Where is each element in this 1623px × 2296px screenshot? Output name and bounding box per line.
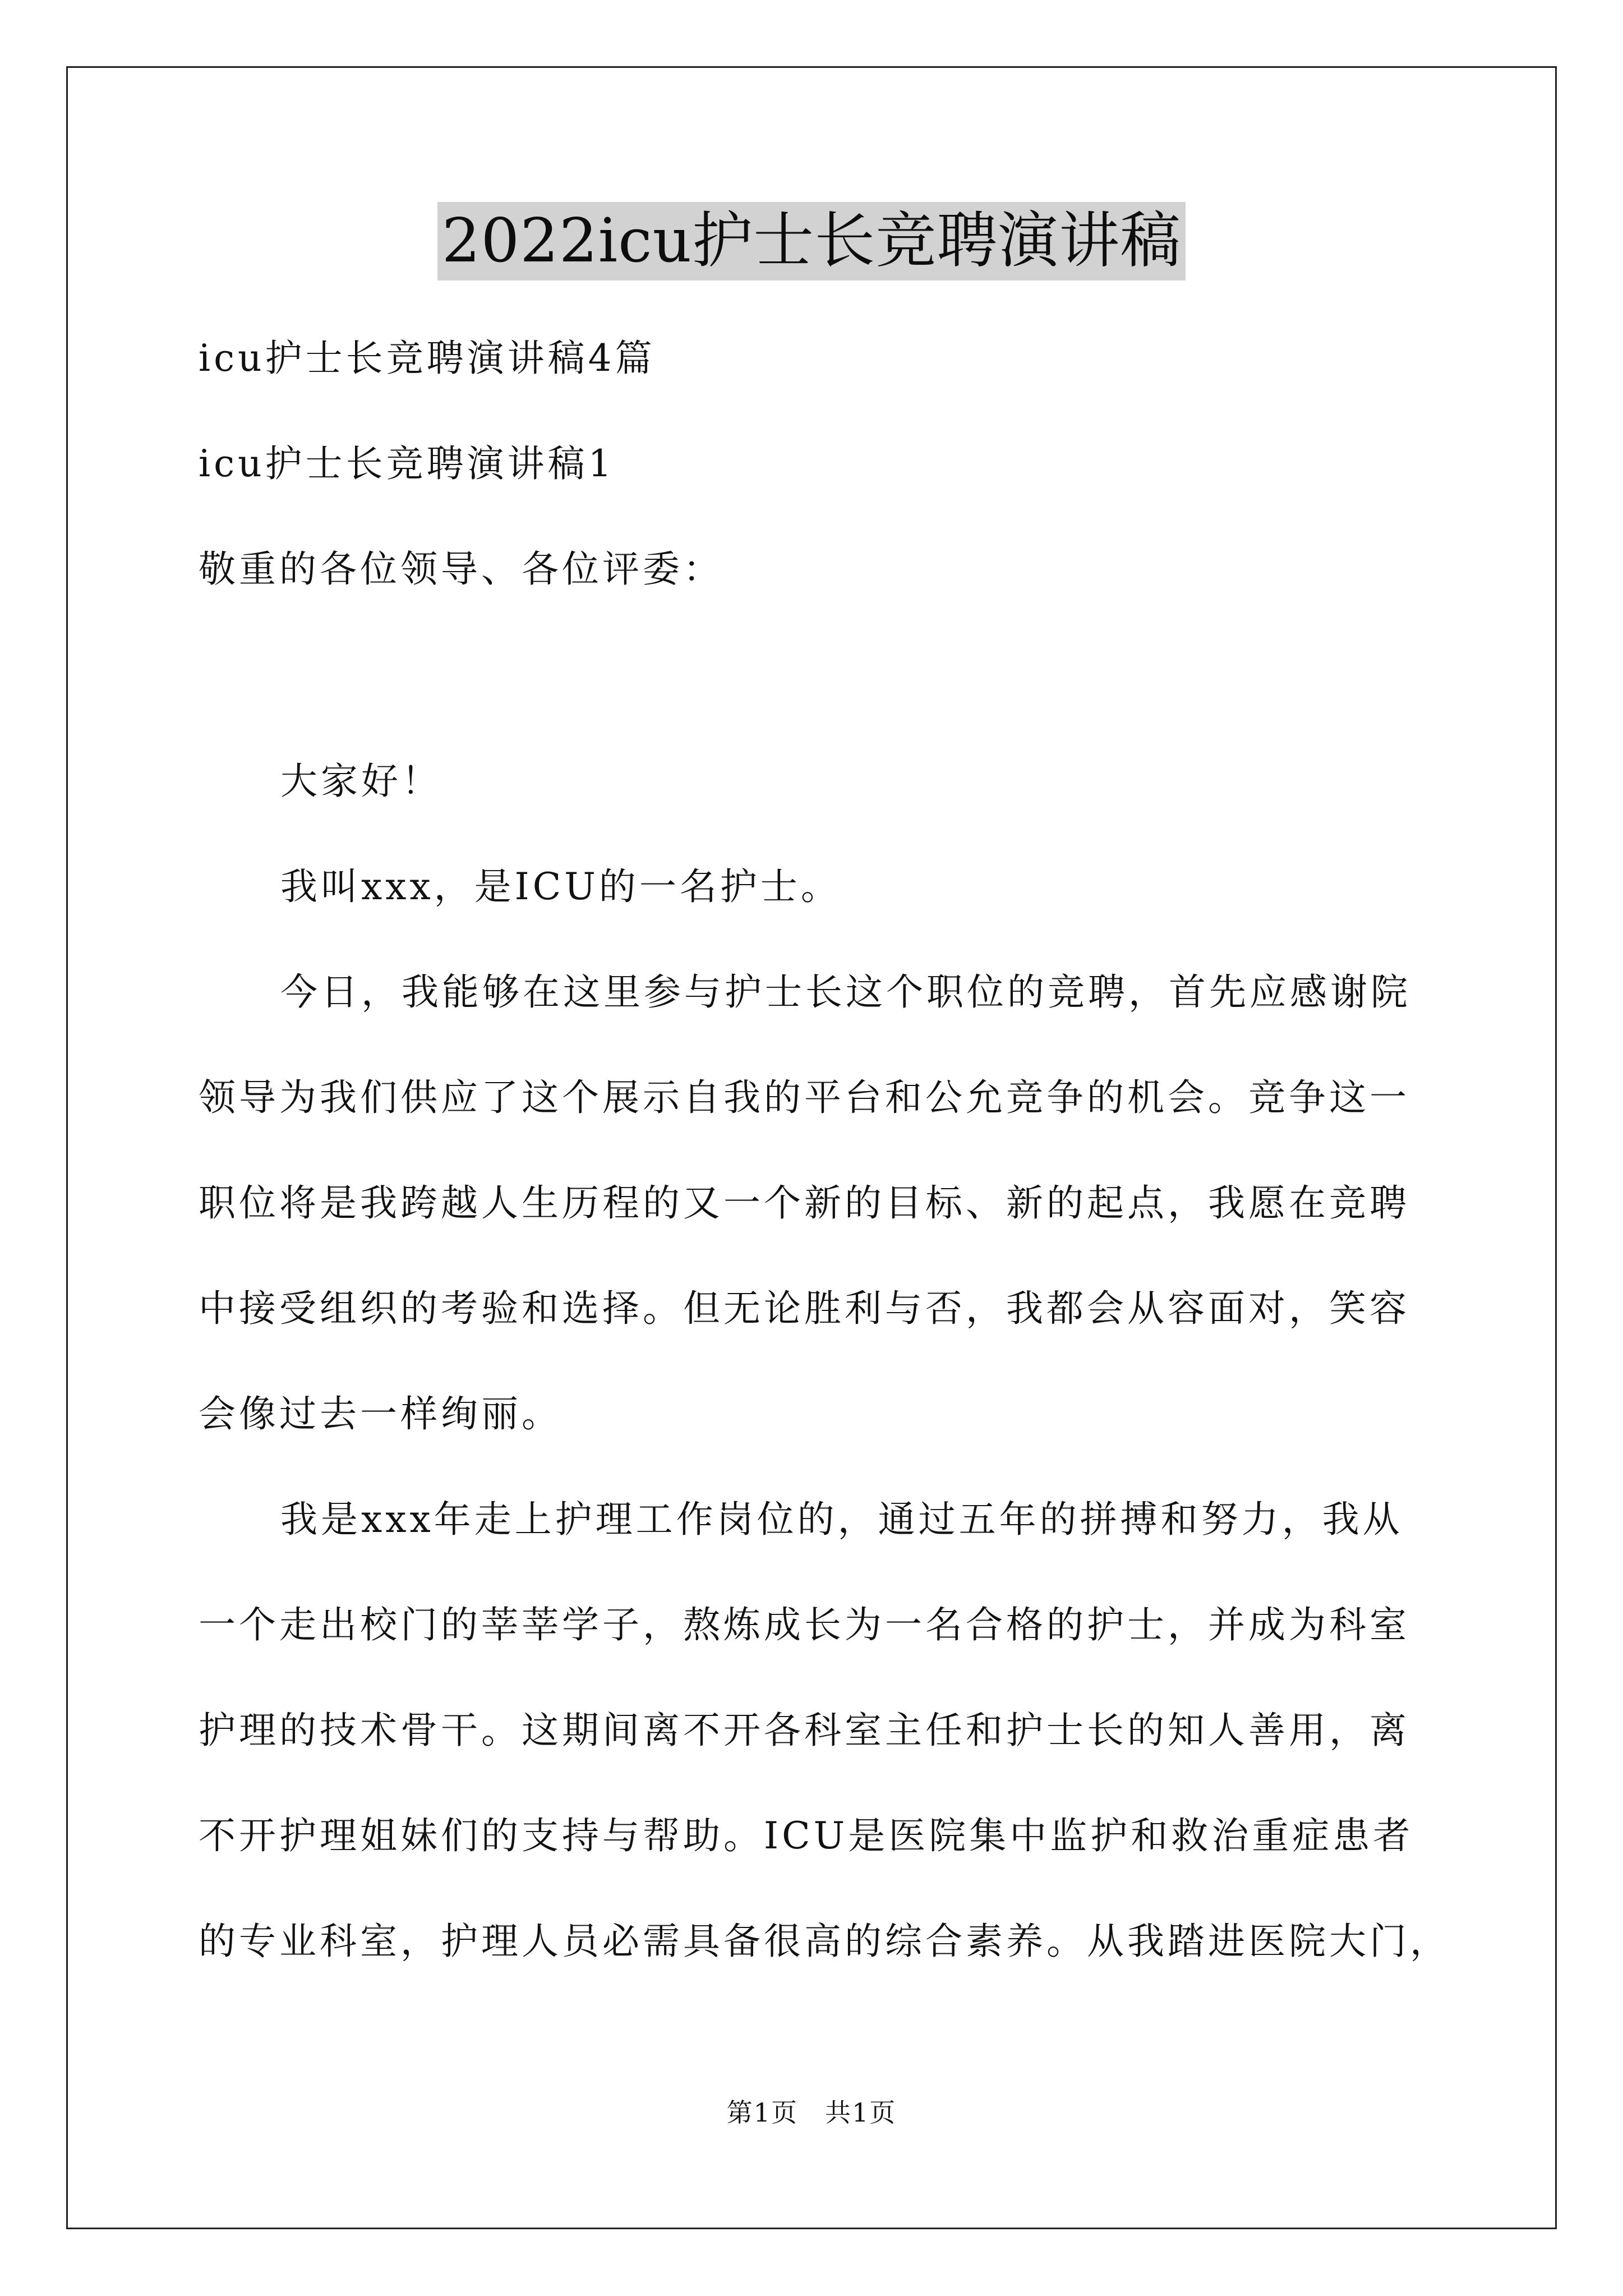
document-subtitle: icu护士长竞聘演讲稿4篇 — [199, 337, 656, 380]
page-number-footer: 第1页 共1页 — [726, 2097, 897, 2128]
document-title: 2022icu护士长竞聘演讲稿 — [437, 202, 1186, 280]
salutation: 敬重的各位领导、各位评委： — [199, 547, 723, 591]
paragraph-1-line-4: 中接受组织的考验和选择。但无论胜利与否，我都会从容面对，笑容 — [199, 1287, 1410, 1330]
blank-line — [199, 622, 1432, 729]
paragraph-2-line-3: 护理的技术骨干。这期间离不开各科室主任和护士长的知人善用，离 — [199, 1709, 1410, 1752]
paragraph-1-line-1: 今日，我能够在这里参与护士长这个职位的竞聘，首先应感谢院 — [280, 970, 1411, 1014]
title-container — [0, 202, 1623, 280]
paragraph-1-line-2: 领导为我们供应了这个展示自我的平台和公允竞争的机会。竞争这一 — [199, 1076, 1410, 1119]
paragraph-2-line-5: 的专业科室，护理人员必需具备很高的综合素养。从我踏进医院大门， — [199, 1920, 1450, 1963]
paragraph-1-line-3: 职位将是我跨越人生历程的又一个新的目标、新的起点，我愿在竞聘 — [199, 1181, 1410, 1225]
paragraph-2-line-4: 不开护理姐妹们的支持与帮助。ICU是医院集中监护和救治重症患者 — [199, 1814, 1414, 1857]
intro-line: 我叫xxx，是ICU的一名护士。 — [280, 865, 841, 908]
document-body — [199, 306, 1450, 1994]
paragraph-2-line-2: 一个走出校门的莘莘学子，熬炼成长为一名合格的护士，并成为科室 — [199, 1603, 1410, 1646]
paragraph-2-line-1: 我是xxx年走上护理工作岗位的，通过五年的拼搏和努力，我从 — [280, 1498, 1403, 1541]
speech-heading: icu护士长竞聘演讲稿1 — [199, 442, 615, 485]
paragraph-1-line-5: 会像过去一样绚丽。 — [199, 1392, 562, 1435]
greeting-line: 大家好！ — [280, 760, 442, 803]
